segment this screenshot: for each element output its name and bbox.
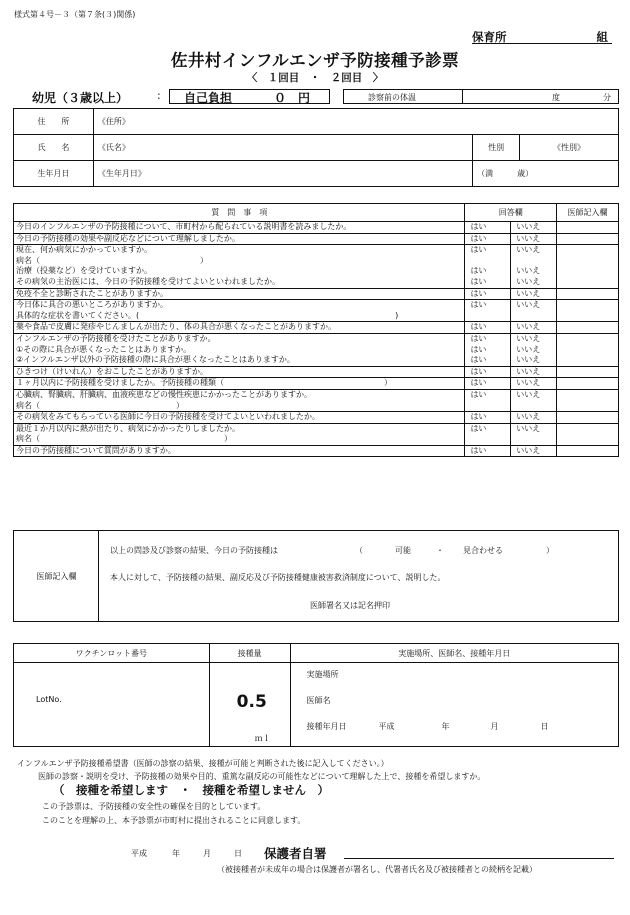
answer-no-option[interactable]: いいえ bbox=[511, 423, 557, 434]
doctor-note-cell[interactable] bbox=[557, 355, 619, 366]
age-group-label: 幼児（３歳以上） bbox=[32, 91, 129, 105]
address-field[interactable]: 《住所》 bbox=[93, 109, 618, 135]
doctor-note-cell[interactable] bbox=[557, 233, 619, 245]
date-era: 平成 bbox=[378, 722, 395, 731]
question-row bbox=[14, 412, 619, 424]
place-label: 実施場所 bbox=[306, 670, 339, 679]
amount-field[interactable] bbox=[209, 663, 290, 747]
doctor-note-cell[interactable] bbox=[557, 423, 619, 434]
amount-column-header: 接種量 bbox=[209, 644, 290, 663]
doctor-section-label: 医師記入欄 bbox=[36, 572, 77, 581]
doctor-signature-field[interactable]: 医師署名又は記名押印 bbox=[310, 601, 390, 610]
fee-amount: ０ 円 bbox=[274, 91, 311, 105]
place-field[interactable] bbox=[290, 663, 618, 747]
date-day: 日 bbox=[540, 722, 549, 731]
fee-label: 自己負担 bbox=[184, 91, 233, 105]
answer-no-option[interactable]: いいえ bbox=[511, 266, 557, 277]
doctor-judgement-text: 以上の問診及び診察の結果、今日の予防接種は bbox=[110, 546, 278, 555]
lot-label: LotNo. bbox=[36, 695, 62, 704]
question-row bbox=[14, 300, 619, 311]
question-text: 心臓病、腎臓病、肝臓病、血液疾患などの慢性疾患にかかったことがありますか。 bbox=[14, 389, 465, 400]
question-text: その病気をみてもらっている医師に今日の予防接種を受けてよいといわれましたか。 bbox=[14, 412, 465, 424]
separator-dot: ・ bbox=[436, 546, 444, 555]
doctor-note-cell[interactable] bbox=[557, 366, 619, 378]
fee-box bbox=[169, 89, 330, 104]
request-heading: インフルエンザ予防接種希望書（医師の診察の結果、接種が可能と判断された後に記入してください。） bbox=[17, 759, 389, 768]
doctor-note-cell[interactable] bbox=[557, 378, 619, 390]
question-row bbox=[14, 233, 619, 245]
wish-selector[interactable]: （ 接種を希望します ・ 接種を希望しません ） bbox=[53, 783, 329, 797]
answer-yes-option[interactable]: はい bbox=[465, 345, 511, 356]
answer-yes-option[interactable]: はい bbox=[465, 366, 511, 378]
question-row bbox=[14, 434, 619, 445]
doctor-note-cell[interactable] bbox=[557, 288, 619, 300]
doctor-note-cell[interactable] bbox=[557, 412, 619, 424]
consent-note: このことを理解の上、本予診票が市町村に提出されることに同意します。 bbox=[42, 816, 306, 825]
answer-yes-option[interactable]: はい bbox=[465, 378, 511, 390]
answer-no-option[interactable]: いいえ bbox=[511, 389, 557, 400]
open-paren: （ bbox=[355, 546, 363, 555]
answer-no-option[interactable]: いいえ bbox=[511, 300, 557, 311]
question-text: ①その際に具合が悪くなったことはありますか。 bbox=[14, 345, 465, 356]
temperature-unit-degree: 度 bbox=[552, 93, 560, 102]
question-text: 現在、何か病気にかかっていますか。 bbox=[14, 245, 465, 256]
answer-yes-option[interactable]: はい bbox=[465, 300, 511, 311]
answer-yes-option[interactable]: はい bbox=[465, 277, 511, 288]
amount-value: 0.5 bbox=[236, 692, 267, 712]
answer-column-header: 回答欄 bbox=[465, 204, 557, 222]
question-row bbox=[14, 222, 619, 234]
answer-yes-option[interactable]: はい bbox=[465, 245, 511, 256]
doctor-note-cell[interactable] bbox=[557, 322, 619, 334]
answer-yes-option[interactable]: はい bbox=[465, 412, 511, 424]
answer-yes-option bbox=[465, 256, 511, 267]
possible-option[interactable]: 可能 bbox=[395, 546, 411, 555]
purpose-note: この予診票は、予防接種の安全性の確保を目的としています。 bbox=[42, 802, 266, 811]
date-label: 接種年月日 bbox=[306, 722, 347, 731]
question-text: 治療（投薬など）を受けていますか。 bbox=[14, 266, 465, 277]
question-text: 免疫不全と診断されたことがありますか。 bbox=[14, 288, 465, 300]
question-text: ひきつけ（けいれん）をおこしたことがありますか。 bbox=[14, 366, 465, 378]
nursery-label: 保育所 bbox=[472, 30, 507, 44]
answer-no-option[interactable]: いいえ bbox=[511, 233, 557, 245]
temperature-unit-minute: 分 bbox=[603, 93, 611, 102]
signature-note: （被接種者が未成年の場合は保護者が署名し、代署者氏名及び被接種者との続柄を記載） bbox=[217, 865, 537, 874]
answer-no-option[interactable]: いいえ bbox=[511, 445, 557, 457]
answer-yes-option bbox=[465, 401, 511, 412]
answer-yes-option[interactable]: はい bbox=[465, 445, 511, 457]
question-row bbox=[14, 311, 619, 322]
answer-yes-option bbox=[465, 311, 511, 322]
question-text: 今日体に具合の悪いところがありますか。 bbox=[14, 300, 465, 311]
question-row bbox=[14, 266, 619, 277]
guardian-signature-label: 保護者自署 bbox=[264, 846, 327, 861]
doctor-note-cell[interactable] bbox=[557, 256, 619, 267]
answer-no-option[interactable]: いいえ bbox=[511, 277, 557, 288]
answer-yes-option[interactable]: はい bbox=[465, 233, 511, 245]
signature-year: 年 bbox=[172, 849, 180, 858]
lot-column-header: ワクチンロット番号 bbox=[14, 644, 210, 663]
doctor-note-cell[interactable] bbox=[557, 389, 619, 400]
doctor-name-label: 医師名 bbox=[306, 696, 331, 705]
doctor-note-cell[interactable] bbox=[557, 300, 619, 311]
temperature-box[interactable] bbox=[343, 89, 619, 104]
request-question: 医師の診察・説明を受け、予防接種の効果や目的、重篤な副反応の可能性などについて理解した上で、接種を希望しますか。 bbox=[38, 772, 486, 781]
colon: : bbox=[157, 89, 161, 102]
temperature-label: 診察前の体温 bbox=[368, 93, 416, 102]
answer-yes-option bbox=[465, 434, 511, 445]
answer-no-option[interactable]: いいえ bbox=[511, 355, 557, 366]
answer-no-option[interactable]: いいえ bbox=[511, 378, 557, 390]
answer-yes-option[interactable]: はい bbox=[465, 222, 511, 234]
doctor-note-cell[interactable] bbox=[557, 445, 619, 457]
answer-yes-option[interactable]: はい bbox=[465, 423, 511, 434]
answer-no-option bbox=[511, 311, 557, 322]
question-text: 病名（ ） bbox=[14, 434, 465, 445]
class-label: 組 bbox=[596, 30, 608, 44]
nursery-class-field[interactable] bbox=[472, 30, 612, 44]
answer-yes-option[interactable]: はい bbox=[465, 355, 511, 366]
questionnaire-table bbox=[13, 203, 619, 457]
question-text: 薬や食品で皮膚に発疹やじんましんが出たり、体の具合が悪くなったことがありますか。 bbox=[14, 322, 465, 334]
answer-no-option[interactable]: いいえ bbox=[511, 288, 557, 300]
page-title: 佐井村インフルエンザ予防接種予診票 bbox=[170, 51, 460, 70]
doctor-note-cell[interactable] bbox=[557, 401, 619, 412]
answer-yes-option[interactable]: はい bbox=[465, 333, 511, 344]
question-text: 病名（ ） bbox=[14, 401, 465, 412]
question-row bbox=[14, 355, 619, 366]
question-text: 今日のインフルエンザの予防接種について、市町村から配られている説明書を読みましたか。 bbox=[14, 222, 465, 234]
dob-field[interactable]: 《生年月日》 bbox=[93, 161, 472, 187]
doctor-note-cell[interactable] bbox=[557, 277, 619, 288]
question-text: インフルエンザの予防接種を受けたことがありますか。 bbox=[14, 333, 465, 344]
doctor-column-header: 医師記入欄 bbox=[557, 204, 619, 222]
sex-label: 性別 bbox=[473, 135, 520, 161]
signature-era: 平成 bbox=[131, 849, 147, 858]
answer-yes-option[interactable]: はい bbox=[465, 389, 511, 400]
answer-no-option[interactable]: いいえ bbox=[511, 322, 557, 334]
personal-info-table bbox=[13, 108, 619, 187]
answer-no-option bbox=[511, 434, 557, 445]
question-row bbox=[14, 378, 619, 390]
question-row bbox=[14, 366, 619, 378]
name-field[interactable]: 《氏名》 bbox=[93, 135, 472, 161]
question-row bbox=[14, 277, 619, 288]
question-text: ②インフルエンザ以外の予防接種の際に具合が悪くなったことはありますか。 bbox=[14, 355, 465, 366]
doctor-note-cell[interactable] bbox=[557, 245, 619, 256]
age-field[interactable]: （満 歳） bbox=[473, 161, 619, 187]
question-row bbox=[14, 333, 619, 344]
doctor-explanation-text: 本人に対して、予防接種の結果、副反応及び予防接種健康被害救済制度について、説明した。 bbox=[110, 573, 446, 582]
doctor-section bbox=[13, 530, 619, 622]
question-text: 最近１か月以内に熱が出たり、病気にかかったりしましたか。 bbox=[14, 423, 465, 434]
lot-number-field[interactable] bbox=[14, 663, 210, 747]
answer-no-option[interactable]: いいえ bbox=[511, 222, 557, 234]
answer-no-option[interactable]: いいえ bbox=[511, 412, 557, 424]
question-text: 具体的な症状を書いてください。( ) bbox=[14, 311, 465, 322]
question-text: １ヶ月以内に予防接種を受けましたか。予防接種の種類（ ） bbox=[14, 378, 465, 390]
doctor-note-cell[interactable] bbox=[557, 333, 619, 344]
vaccine-lot-table bbox=[13, 643, 619, 747]
question-row bbox=[14, 256, 619, 267]
question-row bbox=[14, 322, 619, 334]
signature-day: 日 bbox=[234, 849, 242, 858]
dob-label: 生年月日 bbox=[14, 161, 94, 187]
address-label: 住 所 bbox=[14, 109, 94, 135]
name-label: 氏 名 bbox=[14, 135, 94, 161]
answer-no-option bbox=[511, 256, 557, 267]
dose-selector[interactable]: 〈 １回目 ・ ２回目 〉 bbox=[246, 72, 384, 84]
answer-no-option bbox=[511, 401, 557, 412]
amount-unit: ｍｌ bbox=[254, 734, 271, 743]
postpone-option[interactable]: 見合わせる bbox=[463, 546, 503, 555]
doctor-note-cell[interactable] bbox=[557, 222, 619, 234]
doctor-note-cell[interactable] bbox=[557, 345, 619, 356]
question-row bbox=[14, 389, 619, 400]
doctor-note-cell[interactable] bbox=[557, 434, 619, 445]
answer-no-option[interactable]: いいえ bbox=[511, 333, 557, 344]
answer-yes-option[interactable]: はい bbox=[465, 288, 511, 300]
question-row bbox=[14, 423, 619, 434]
answer-yes-option[interactable]: はい bbox=[465, 322, 511, 334]
date-year: 年 bbox=[441, 722, 450, 731]
question-row bbox=[14, 445, 619, 457]
question-text: 今日の予防接種の効果や副反応などについて理解しましたか。 bbox=[14, 233, 465, 245]
question-row bbox=[14, 245, 619, 256]
guardian-signature-line[interactable] bbox=[344, 858, 614, 859]
close-paren: ） bbox=[546, 546, 554, 555]
question-row bbox=[14, 288, 619, 300]
form-number: 様式第４号－３（第７条(３)関係) bbox=[14, 10, 136, 19]
sex-field[interactable]: 《性別》 bbox=[520, 135, 619, 161]
doctor-note-cell[interactable] bbox=[557, 266, 619, 277]
question-row bbox=[14, 345, 619, 356]
answer-no-option[interactable]: いいえ bbox=[511, 245, 557, 256]
question-text: その病気の主治医には、今日の予防接種を受けてよいといわれましたか。 bbox=[14, 277, 465, 288]
date-month: 月 bbox=[490, 722, 499, 731]
question-column-header: 質 問 事 項 bbox=[14, 204, 465, 222]
doctor-note-cell[interactable] bbox=[557, 311, 619, 322]
question-text: 今日の予防接種について質問がありますか。 bbox=[14, 445, 465, 457]
place-column-header: 実施場所、医師名、接種年月日 bbox=[290, 644, 618, 663]
answer-no-option[interactable]: いいえ bbox=[511, 366, 557, 378]
question-text: 病名（ ） bbox=[14, 256, 465, 267]
answer-yes-option[interactable]: はい bbox=[465, 266, 511, 277]
question-row bbox=[14, 401, 619, 412]
signature-month: 月 bbox=[203, 849, 211, 858]
answer-no-option[interactable]: いいえ bbox=[511, 345, 557, 356]
